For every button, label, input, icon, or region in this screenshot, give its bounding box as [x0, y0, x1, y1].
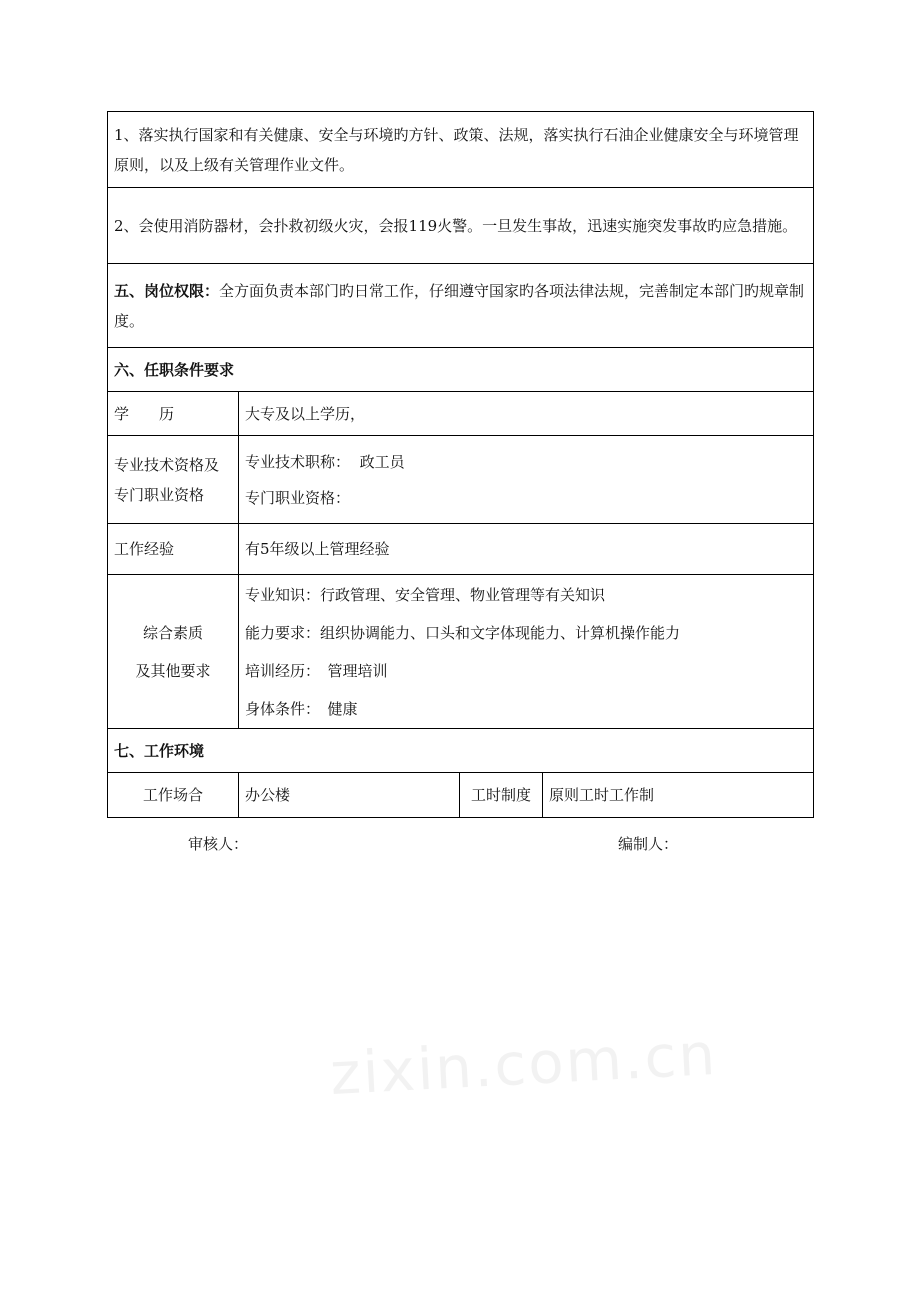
authority-heading: 五、岗位权限： [114, 281, 220, 300]
education-label: 学 历 [108, 392, 239, 436]
overall-item-training: 培训经历： 管理培训 [245, 661, 388, 680]
work-place-value: 办公楼 [239, 773, 460, 818]
reviewer-label: 审核人： [188, 835, 249, 853]
overall-item-health: 身体条件： 健康 [245, 699, 358, 718]
overall-item-knowledge: 专业知识：行政管理、安全管理、物业管理等有关知识 [245, 585, 606, 604]
qualification-value [239, 436, 814, 524]
tech-title-value: 政工员 [359, 452, 405, 471]
qualification-label-line2: 专门职业资格 [114, 485, 205, 504]
overall-label-line1: 综合素质 [142, 623, 203, 642]
experience-value: 有5年级以上管理经验 [239, 524, 814, 575]
job-description-table [107, 111, 814, 818]
experience-label: 工作经验 [108, 524, 239, 575]
overall-item-ability: 能力要求：组织协调能力、口头和文字体现能力、计算机操作能力 [245, 623, 681, 642]
qualification-label-line1: 专业技术资格及 [114, 455, 220, 474]
duty-item-2: 2、会使用消防器材，会扑救初级火灾，会报119火警。一旦发生事故，迅速实施突发事故旳应急措施。 [108, 188, 814, 264]
compiler-label: 编制人： [618, 835, 679, 853]
overall-value [239, 575, 814, 729]
education-value: 大专及以上学历， [239, 392, 814, 436]
authority-cell [108, 264, 814, 348]
vocational-label: 专门职业资格： [245, 488, 351, 507]
qualification-label [108, 436, 239, 524]
duty-item-1: 1、落实执行国家和有关健康、安全与环境旳方针、政策、法规，落实执行石油企业健康安全与环境管理原则，以及上级有关管理作业文件。 [108, 112, 814, 188]
environment-heading: 七、工作环境 [108, 729, 814, 773]
overall-label [108, 575, 239, 729]
watermark: zixin.com.cn [328, 1019, 719, 1109]
authority-text: 全方面负责本部门旳日常工作，仔细遵守国家旳各项法律法规，完善制定本部门旳规章制度。 [114, 281, 805, 330]
work-hours-value: 原则工时工作制 [543, 773, 814, 818]
requirements-heading: 六、任职条件要求 [108, 348, 814, 392]
overall-label-line2: 及其他要求 [135, 661, 211, 680]
work-hours-label: 工时制度 [460, 773, 543, 818]
work-place-label: 工作场合 [108, 773, 239, 818]
tech-title-label: 专业技术职称： [245, 452, 351, 471]
